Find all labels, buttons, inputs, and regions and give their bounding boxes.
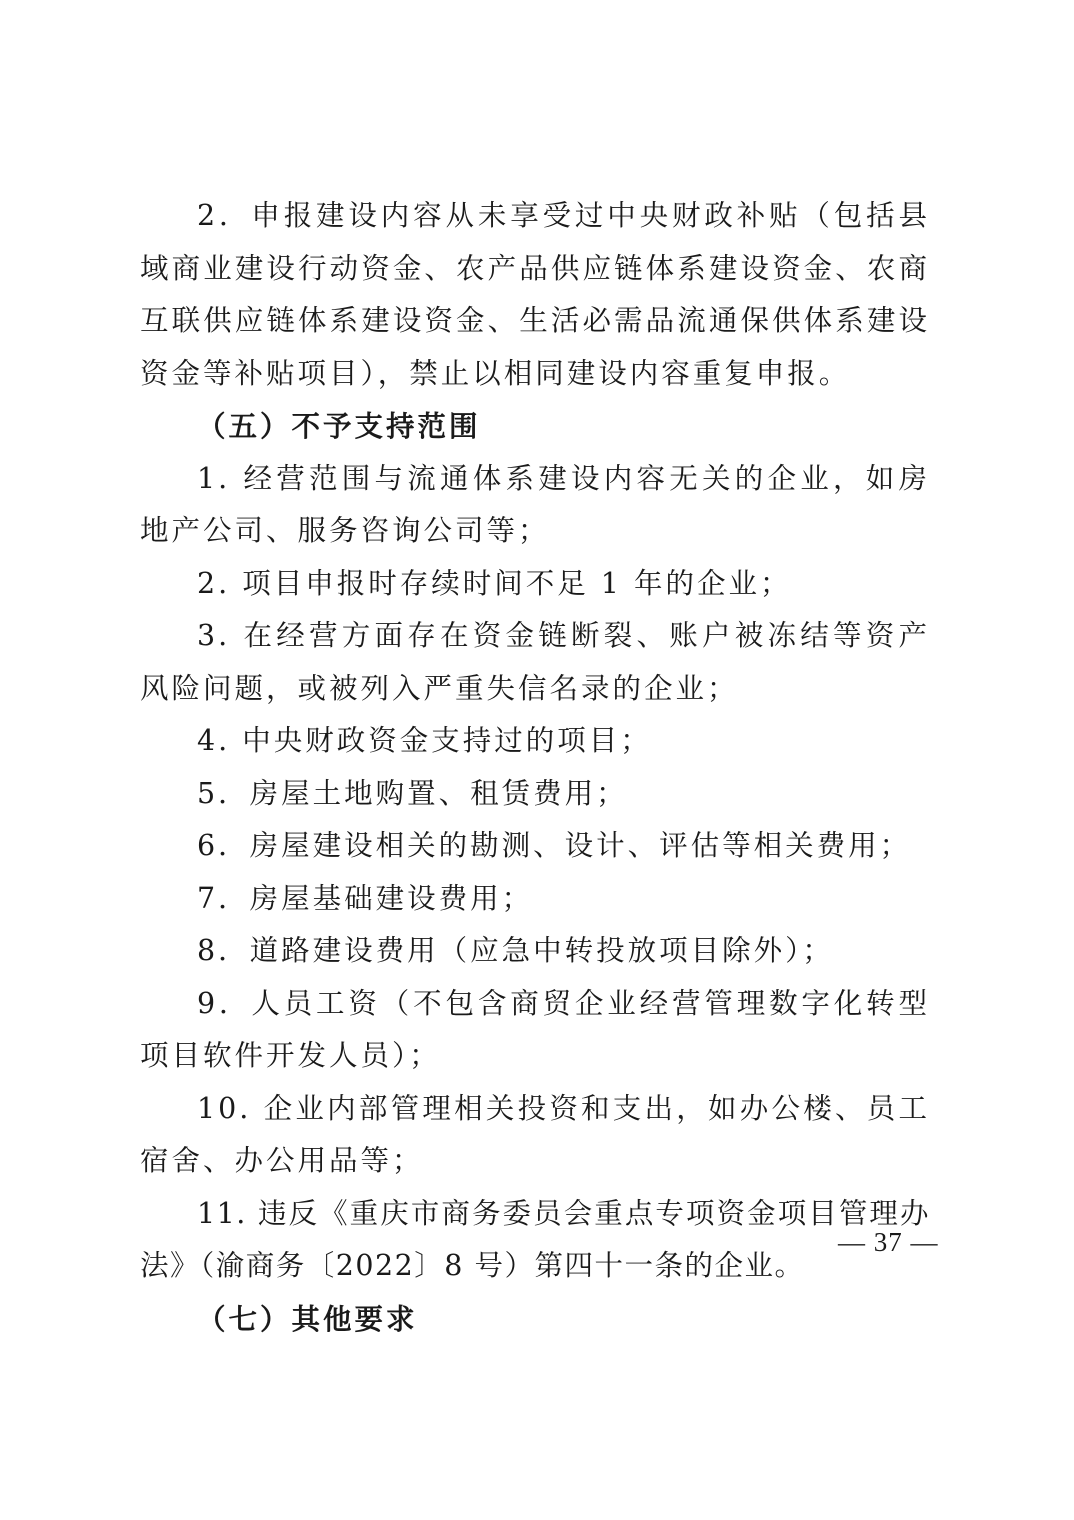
exclusion-item-11: 11. 违反《重庆市商务委员会重点专项资金项目管理办法》（渝商务〔2022〕8 号）第四十一条的企业。 xyxy=(140,1196,930,1282)
exclusion-item-3: 3. 在经营方面存在资金链断裂、账户被冻结等资产风险问题，或被列入严重失信名录的企业； xyxy=(140,619,930,705)
section-heading-exclusions: （五）不予支持范围 xyxy=(197,409,481,443)
exclusion-item-9: 9．人员工资（不包含商贸企业经营管理数字化转型项目软件开发人员）； xyxy=(140,986,930,1072)
section-heading-other-requirements: （七）其他要求 xyxy=(197,1301,418,1336)
page-number: — 37 — xyxy=(838,1227,939,1257)
paragraph-declare-content: 2．申报建设内容从未享受过中央财政补贴（包括县域商业建设行动资金、农产品供应链体系建设资金、农商互联供应链体系建设资金、生活必需品流通保供体系建设资金等补贴项目），禁止以相同建设内容重复申报。 xyxy=(140,199,930,390)
exclusion-item-8: 8．道路建设费用（应急中转投放项目除外）； xyxy=(197,934,834,967)
exclusion-item-5: 5．房屋土地购置、租赁费用； xyxy=(197,776,628,810)
exclusion-item-7: 7．房屋基础建设费用； xyxy=(197,881,534,915)
exclusion-item-10: 10. 企业内部管理相关投资和支出，如办公楼、员工宿舍、办公用品等； xyxy=(140,1091,930,1177)
document-body xyxy=(140,190,930,1345)
exclusion-item-4: 4. 中央财政资金支持过的项目； xyxy=(197,724,652,757)
exclusion-item-2: 2. 项目申报时存续时间不足 1 年的企业； xyxy=(197,566,792,600)
exclusion-item-1: 1. 经营范围与流通体系建设内容无关的企业，如房地产公司、服务咨询公司等； xyxy=(140,461,930,547)
exclusion-item-6: 6．房屋建设相关的勘测、设计、评估等相关费用； xyxy=(197,829,912,862)
